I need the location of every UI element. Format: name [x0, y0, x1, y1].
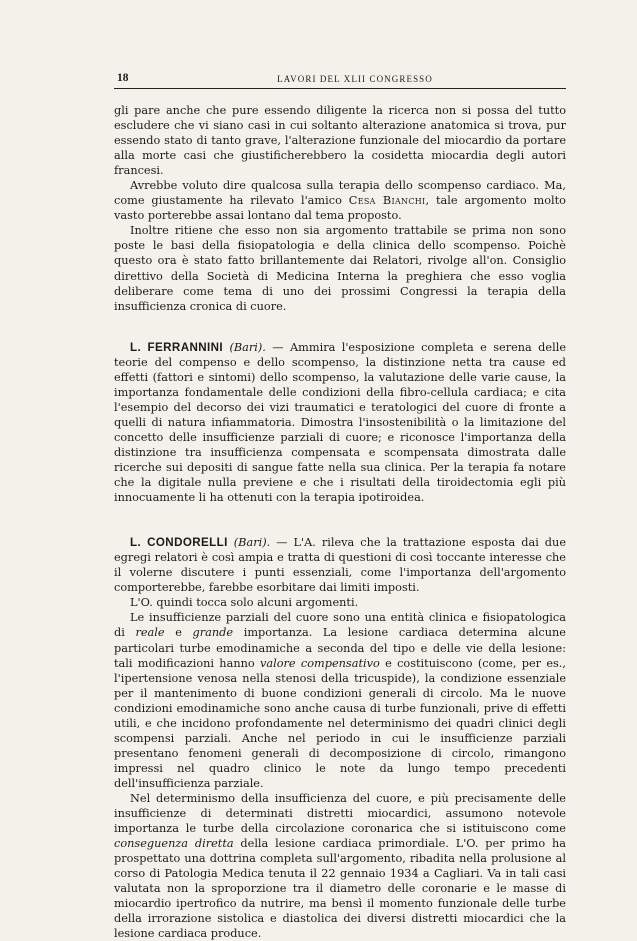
- paragraph-text: Nel determinismo della insufficienza del cuore, e più precisamente delle insufficienze di determinati distretti miocardici, assumono notevole importanza le turbe della circolazione coronarica che si istituiscono come: [114, 791, 566, 836]
- paragraph-text: Avrebbe voluto dire qualcosa sulla terapia dello scompenso cardiaco. Ma, come giustamente ha rilevato l'amico: [114, 179, 566, 208]
- paragraph-text: e: [164, 626, 193, 640]
- emphasis: valore compensativo: [259, 656, 380, 670]
- text-body: [114, 103, 566, 941]
- paragraph-text: — L'A. rileva che la trattazione esposta dai due egregi relatori è così ampia e tratta di questioni di così toccante interesse che il volerne discutere i punti essenziali, come l'importanza dell'argomento comporterebbe, farebbe esorbitare dai limiti imposti.: [114, 536, 567, 595]
- paragraph-text: importanza. La lesione cardiaca determina alcune particolari turbe emodinamiche a seconda del tipo e delle vie della lesione: tali modificazioni hanno: [114, 626, 566, 670]
- paragraph-therapy: [114, 178, 566, 223]
- paragraph-text: e costituiscono (come, per es., l'ipertensione venosa nella stenosi della tricuspide), la condizione essenziale per il mantenimento di buone condizioni generali di circolo. Ma le nuove condizioni emodinamiche sono anche causa di turbe funzionali, prive di effetti utili, e che incidono profondamente nel determinismo dei quadri clinici degli scompensi parziali. Anche nel periodo in cui le insufficienze parziali presentano fenomeni generali di decomposizione di circolo, rimangono impressi nel quadro clinico le note da lungo tempo precedenti dell'insufficienza parziale.: [114, 656, 566, 790]
- speaker-city: (Bari).: [229, 340, 266, 354]
- speaker-name: L. CONDORELLI: [130, 536, 228, 550]
- speaker-condorelli-paragraph: [114, 535, 566, 595]
- emphasis: grande: [192, 626, 234, 640]
- paragraph-text: della lesione cardiaca primordiale. L'O. per primo ha prospettato una dottrina completa sull'argomento, ribadita nella prolusione al corso di Patologia Medica tenuta il 22 gennaio 1934 a Cagliari. Va in tali casi valutata non la sproporzione tra il diametro delle coronarie e le masse di miocardio ipertrofico da nutrire, ma bensì il momento funzionale delle turbe della irrorazione sistolica e diastolica dei diversi distretti miocardici che la lesione cardiaca produce.: [114, 837, 566, 941]
- page-number: 18: [117, 72, 129, 84]
- cited-name: Cesa Bianchi: [348, 194, 426, 208]
- paragraph-text: , tale argomento molto vasto porterebbe assai lontano dal tema proposto.: [114, 194, 566, 223]
- emphasis: conseguenza diretta: [114, 837, 234, 851]
- paragraph-coronary: [114, 791, 566, 941]
- speaker-ferrannini-paragraph: [114, 340, 566, 506]
- speaker-name: L. FERRANNINI: [130, 340, 224, 354]
- page: [114, 70, 566, 941]
- speaker-city: (Bari).: [233, 536, 271, 550]
- paragraph-partial-insufficiency: [114, 610, 566, 791]
- paragraph-text: — Ammira l'esposizione completa e serena delle teorie del compenso e dello scompenso, la distinzione netta tra cause ed effetti (fattori e sintomi) dello scompenso, la valutazione delle varie cause, la importanza fondamentale delle condizioni della fibro-cellula cardiaca; e cita l'esempio del decorso dei vizi traumatici e teratologici del cuore di fronte a quelli di natura infiammatoria. Dimostra l'insostenibilità o la limitazione del concetto delle insufficienze parziali di cuore; e riconosce l'importanza della distinzione tra insufficienza compensata e scompensata dimostrata dalle ricerche sui depositi di sangue fatte nella sua clinica. Per la terapia fa notare che la digitale nulla previene e che i risultati della tiroidectomia egli più innocuamente li ha ottenuti con la terapia ipotiroidea.: [114, 340, 567, 505]
- emphasis: reale: [135, 626, 165, 640]
- paragraph-text: Le insufficienze parziali del cuore sono una entità clinica e fisiopatologica di: [114, 611, 566, 640]
- running-header: [114, 70, 566, 89]
- running-title: LAVORI DEL XLII CONGRESSO: [277, 74, 433, 84]
- paragraph-continuation: gli pare anche che pure essendo diligente la ricerca non si possa del tutto escludere che vi siano casi in cui soltanto alterazione anatomica si trova, pur essendo stato di tanto grave, l'alterazione funzionale del miocardio da portare alla morte casi che giustificherebbero la cosidetta miocardia degli autori francesi.: [114, 104, 566, 178]
- paragraph-topics: L'O. quindi tocca solo alcuni argomenti.: [130, 596, 359, 610]
- paragraph-proposal: Inoltre ritiene che esso non sia argomento trattabile se prima non sono poste le basi della fisiopatologia e della clinica dello scompenso. Poichè questo ora è stato fatto brillantemente dai Relatori, rivolge all'on. Consiglio direttivo della Società di Medicina Interna la preghiera che esso voglia deliberare come tema di uno dei prossimi Congressi la terapia della insufficienza cronica di cuore.: [114, 224, 566, 313]
